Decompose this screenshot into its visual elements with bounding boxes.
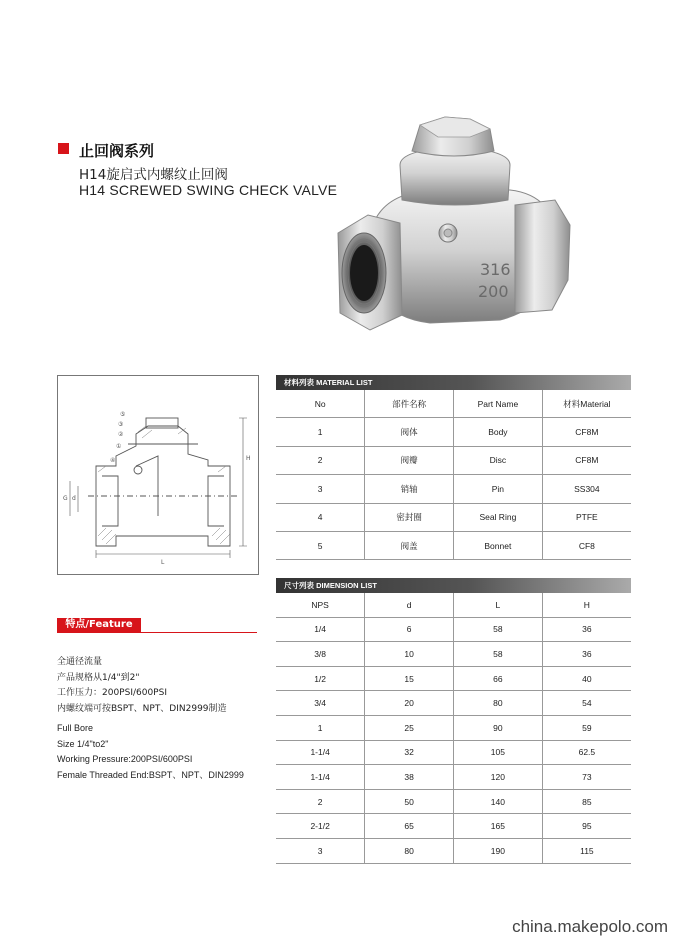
table-cell: 4 bbox=[276, 503, 365, 531]
table-row bbox=[276, 691, 631, 716]
table-row bbox=[276, 715, 631, 740]
part-callout-5: ⑤ bbox=[120, 411, 126, 418]
col-header: Part Name bbox=[454, 390, 543, 418]
casting-mark-200: 200 bbox=[478, 282, 509, 301]
cross-section-drawing bbox=[58, 376, 258, 574]
part-callout-1: ① bbox=[116, 443, 122, 450]
table-cell: 50 bbox=[365, 789, 454, 814]
table-cell: 66 bbox=[454, 666, 543, 691]
cross-section-drawing-box bbox=[57, 375, 259, 575]
col-header: 材料Material bbox=[542, 390, 631, 418]
table-cell: 3 bbox=[276, 475, 365, 503]
table-cell: 5 bbox=[276, 531, 365, 559]
table-cell: 90 bbox=[454, 715, 543, 740]
product-title-cn: H14旋启式内螺纹止回阀 bbox=[79, 167, 228, 183]
table-row bbox=[276, 418, 631, 446]
table-cell: 销轴 bbox=[365, 475, 454, 503]
feature-item-en: Working Pressure:200PSI/600PSI bbox=[57, 754, 193, 764]
table-row bbox=[276, 789, 631, 814]
table-cell: 10 bbox=[365, 642, 454, 667]
table-row bbox=[276, 475, 631, 503]
feature-list-en bbox=[57, 721, 244, 783]
feature-item-cn: 全通径流量 bbox=[57, 657, 103, 667]
table-cell: 25 bbox=[365, 715, 454, 740]
col-header: d bbox=[365, 593, 454, 617]
table-cell: 165 bbox=[454, 814, 543, 839]
table-header-row bbox=[276, 390, 631, 418]
table-cell: 3 bbox=[276, 838, 365, 863]
table-cell: 2-1/2 bbox=[276, 814, 365, 839]
red-square-bullet-icon bbox=[58, 143, 69, 154]
table-cell: 85 bbox=[542, 789, 631, 814]
valve-photo bbox=[320, 105, 590, 355]
table-cell: 阀体 bbox=[365, 418, 454, 446]
feature-item-en: Size 1/4"to2" bbox=[57, 738, 109, 749]
table-cell: SS304 bbox=[542, 475, 631, 503]
table-cell: Pin bbox=[454, 475, 543, 503]
feature-divider bbox=[57, 632, 257, 633]
table-cell: 阀瓣 bbox=[365, 446, 454, 474]
table-cell: 120 bbox=[454, 765, 543, 790]
table-cell: Body bbox=[454, 418, 543, 446]
dim-label-d: d bbox=[72, 495, 76, 502]
table-cell: 73 bbox=[542, 765, 631, 790]
table-cell: 阀盖 bbox=[365, 531, 454, 559]
table-cell: CF8M bbox=[542, 446, 631, 474]
dim-label-H: H bbox=[246, 455, 251, 462]
feature-item-cn: 工作压力：200PSI/600PSI bbox=[57, 688, 167, 698]
table-cell: 115 bbox=[542, 838, 631, 863]
table-header-row bbox=[276, 593, 631, 617]
table-cell: 6 bbox=[365, 617, 454, 642]
table-cell: CF8 bbox=[542, 531, 631, 559]
table-cell: 80 bbox=[454, 691, 543, 716]
col-header: No bbox=[276, 390, 365, 418]
feature-item-en: Full Bore bbox=[57, 723, 94, 733]
table-cell: 40 bbox=[542, 666, 631, 691]
table-cell: 32 bbox=[365, 740, 454, 765]
part-callout-4: ④ bbox=[110, 457, 116, 464]
table-cell: 58 bbox=[454, 617, 543, 642]
table-row bbox=[276, 642, 631, 667]
feature-list-cn bbox=[57, 655, 227, 717]
part-callout-2: ② bbox=[118, 431, 124, 438]
table-cell: 190 bbox=[454, 838, 543, 863]
dimension-list-title: 尺寸列表 DIMENSION LIST bbox=[276, 578, 631, 593]
table-cell: 36 bbox=[542, 617, 631, 642]
dimension-list-table bbox=[276, 578, 631, 864]
table-row bbox=[276, 531, 631, 559]
table-cell: 80 bbox=[365, 838, 454, 863]
feature-item-en: Female Threaded End:BSPT、NPT、DIN2999 bbox=[57, 769, 244, 780]
table-cell: 3/8 bbox=[276, 642, 365, 667]
table-cell: 65 bbox=[365, 814, 454, 839]
table-cell: PTFE bbox=[542, 503, 631, 531]
material-list-table bbox=[276, 375, 631, 560]
table-cell: 59 bbox=[542, 715, 631, 740]
table-cell: 54 bbox=[542, 691, 631, 716]
table-row bbox=[276, 446, 631, 474]
table-cell: 1/4 bbox=[276, 617, 365, 642]
table-cell: 1/2 bbox=[276, 666, 365, 691]
table-row bbox=[276, 838, 631, 863]
table-row bbox=[276, 765, 631, 790]
feature-item-cn: 内螺纹端可按BSPT、NPT、DIN2999制造 bbox=[57, 703, 227, 714]
table-cell: 密封圈 bbox=[365, 503, 454, 531]
table-cell: CF8M bbox=[542, 418, 631, 446]
table-cell: 95 bbox=[542, 814, 631, 839]
table-cell: Seal Ring bbox=[454, 503, 543, 531]
table-cell: 1-1/4 bbox=[276, 740, 365, 765]
col-header: 部件名称 bbox=[365, 390, 454, 418]
col-header: L bbox=[454, 593, 543, 617]
feature-tag: 特点/Feature bbox=[57, 618, 141, 632]
table-cell: 1 bbox=[276, 715, 365, 740]
product-title-en: H14 SCREWED SWING CHECK VALVE bbox=[79, 182, 338, 198]
series-title: 止回阀系列 bbox=[79, 142, 155, 160]
table-cell: 3/4 bbox=[276, 691, 365, 716]
col-header: NPS bbox=[276, 593, 365, 617]
material-list-title: 材料列表 MATERIAL LIST bbox=[276, 375, 631, 390]
table-row bbox=[276, 617, 631, 642]
table-cell: Disc bbox=[454, 446, 543, 474]
table-row bbox=[276, 740, 631, 765]
table-cell: 20 bbox=[365, 691, 454, 716]
dim-label-L: L bbox=[161, 559, 165, 566]
table-row bbox=[276, 503, 631, 531]
table-cell: 105 bbox=[454, 740, 543, 765]
table-cell: 15 bbox=[365, 666, 454, 691]
table-cell: 58 bbox=[454, 642, 543, 667]
watermark: china.makepolo.com bbox=[512, 917, 668, 936]
table-cell: 1 bbox=[276, 418, 365, 446]
casting-mark-316: 316 bbox=[480, 260, 511, 279]
table-cell: 1-1/4 bbox=[276, 765, 365, 790]
dim-label-G: G bbox=[63, 495, 68, 502]
col-header: H bbox=[542, 593, 631, 617]
feature-item-cn: 产品规格从1/4"到2" bbox=[57, 672, 140, 683]
table-cell: 36 bbox=[542, 642, 631, 667]
table-cell: 2 bbox=[276, 789, 365, 814]
table-row bbox=[276, 814, 631, 839]
table-cell: 140 bbox=[454, 789, 543, 814]
table-cell: 2 bbox=[276, 446, 365, 474]
table-row bbox=[276, 666, 631, 691]
table-cell: Bonnet bbox=[454, 531, 543, 559]
table-cell: 38 bbox=[365, 765, 454, 790]
table-cell: 62.5 bbox=[542, 740, 631, 765]
part-callout-3: ③ bbox=[118, 421, 124, 428]
